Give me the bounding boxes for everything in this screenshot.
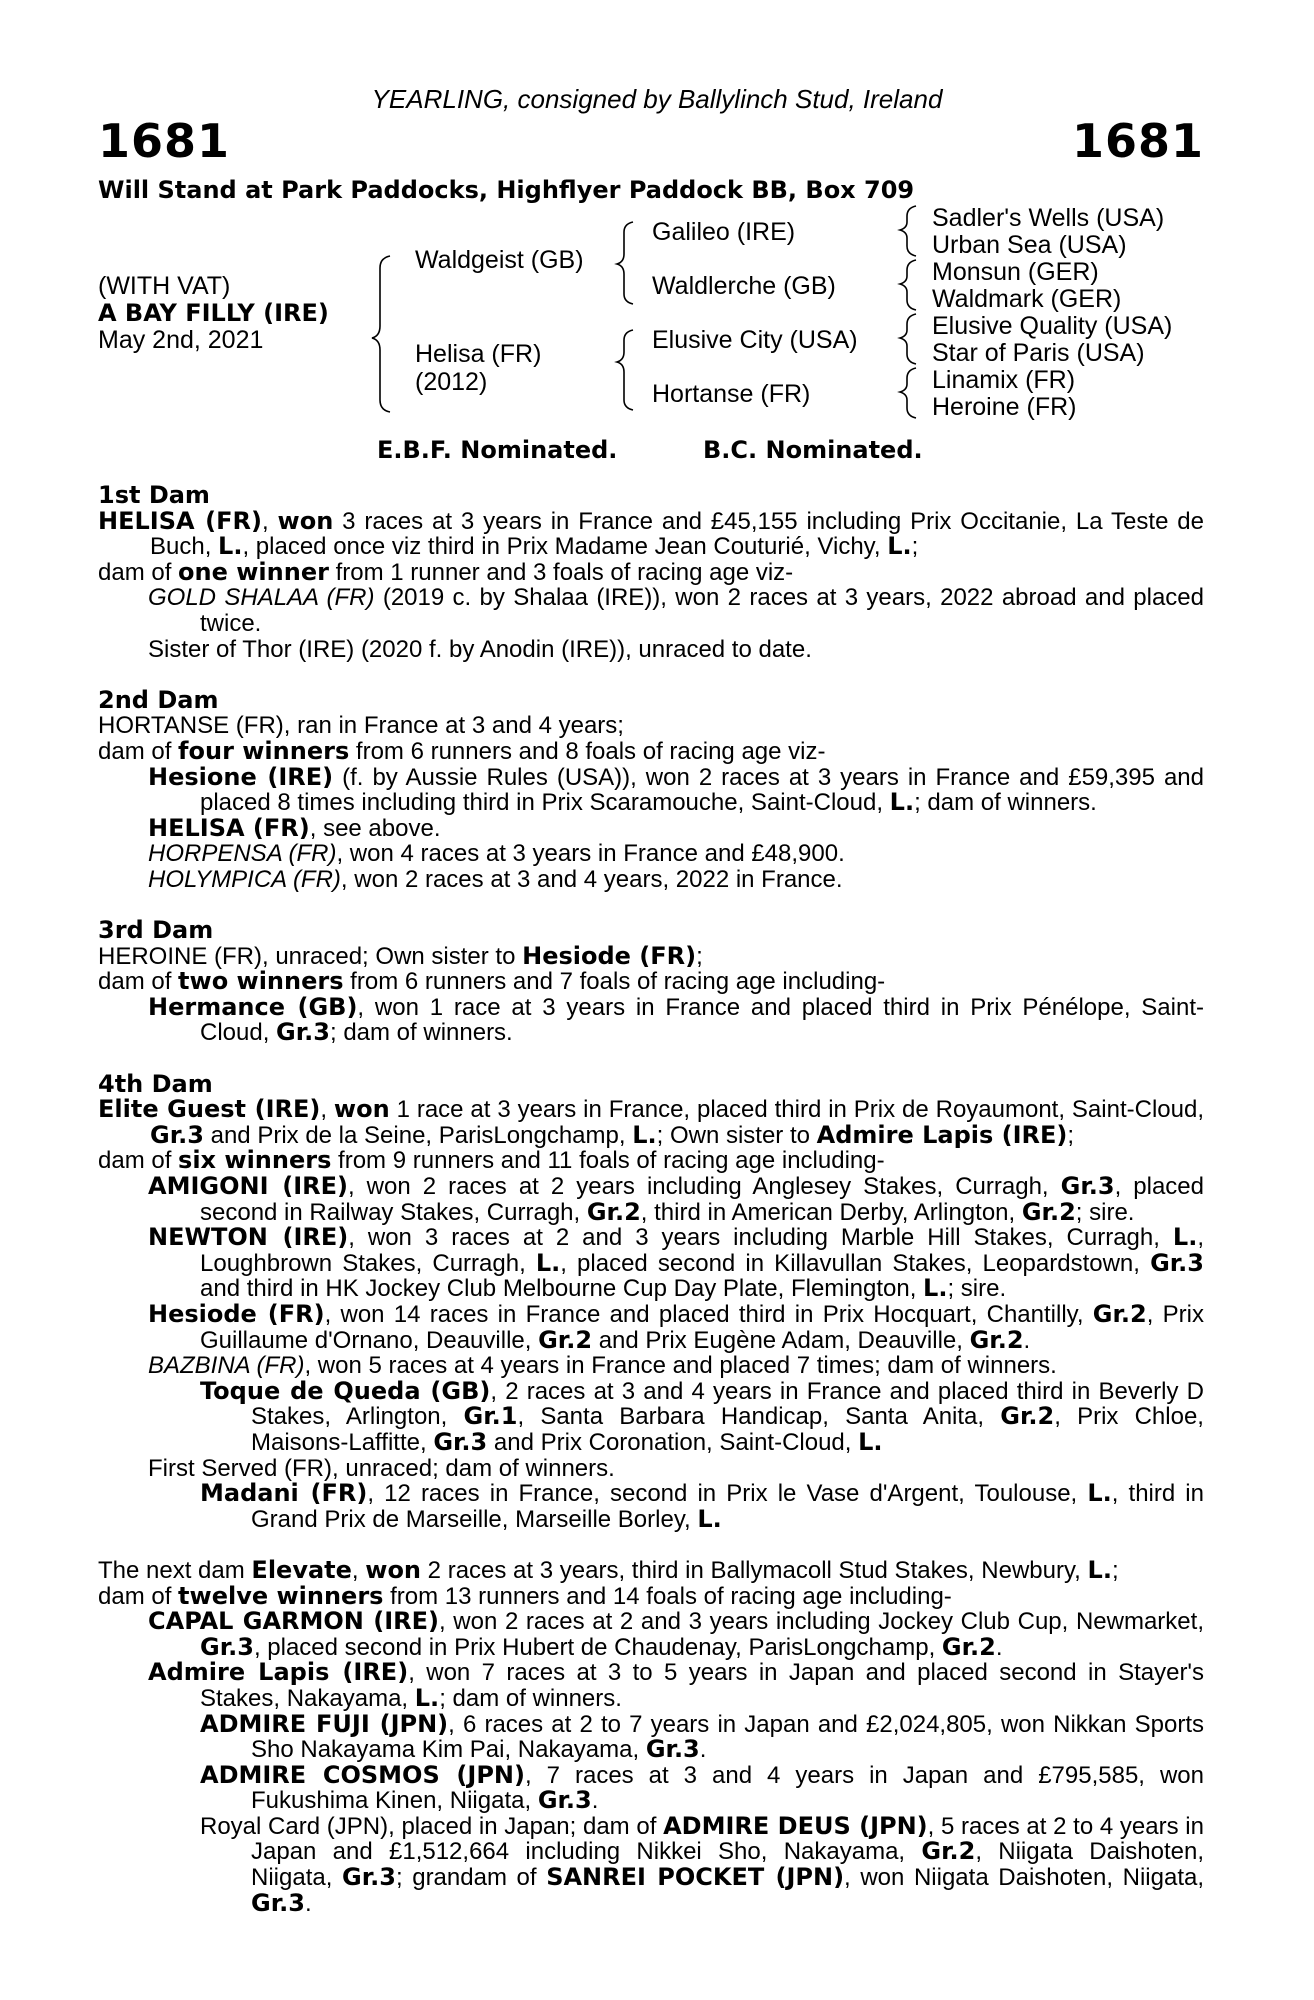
text-run: , won 2 races at 2 and 3 years including Jockey Club Cup, Newmarket, [438, 1608, 1204, 1636]
text-run: HEROINE (FR), unraced; Own sister to [98, 942, 523, 970]
pedigree-dam-dam: Hortanse (FR) [652, 380, 811, 408]
bold-run: Toque de Queda (GB) [200, 1376, 491, 1405]
text-run: . [304, 1889, 312, 1917]
second-dam-produce-2 [98, 813, 1204, 842]
bold-run: L. [1172, 1223, 1198, 1252]
bold-run: Admire Lapis (IRE) [148, 1658, 409, 1687]
text-run: 3 races at 3 years in France and £45,155 including Prix Occitanie, La Teste de Buch, [150, 507, 1205, 561]
bold-run: Gr.2 [969, 1325, 1024, 1354]
text-run: First Served (FR), unraced; dam of winners. [148, 1454, 615, 1482]
bold-run: four winners [178, 736, 350, 765]
text-run: , won 2 races at 3 and 4 years, 2022 in France. [340, 865, 843, 893]
text-run: dam of [98, 558, 179, 586]
bold-run: L. [889, 788, 915, 817]
text-run: , third in American Derby, Arlington, [640, 1198, 1022, 1226]
second-dam-produce-summary [98, 736, 1204, 765]
second-dam-record [98, 713, 1204, 739]
lot-number-left: 1681 [98, 114, 231, 168]
text-run: ; [1067, 1121, 1075, 1149]
pedigree-dam-sire: Elusive City (USA) [652, 326, 858, 354]
foaling-date: May 2nd, 2021 [98, 326, 264, 354]
text-run: ; dam of winners. [439, 1684, 622, 1712]
pedigree-ggs-6: Star of Paris (USA) [932, 339, 1145, 367]
third-dam-heading: 3rd Dam [98, 916, 214, 945]
bold-run: Gr.2 [941, 1632, 996, 1661]
text-run: ; sire. [947, 1275, 1007, 1303]
bold-run: HELISA (FR) [98, 506, 262, 535]
text-run: from 9 runners and 11 foals of racing age including- [331, 1147, 885, 1175]
first-dam-produce-summary [98, 557, 1204, 586]
text-run: from 1 runner and 3 foals of racing age viz- [328, 558, 794, 586]
bold-run: AMIGONI (IRE) [148, 1172, 348, 1201]
italic-run: HORPENSA (FR) [148, 840, 337, 868]
fourth-dam-produce-1 [98, 1174, 1204, 1225]
text-run: , [261, 507, 278, 535]
fourth-dam-produce-3 [98, 1302, 1204, 1353]
bold-run: Admire Lapis (IRE) [816, 1120, 1068, 1149]
text-run: 2 races at 3 years, third in Ballymacoll Stud Stakes, Newbury, [421, 1556, 1088, 1584]
lot-number-right: 1681 [1071, 114, 1204, 168]
bold-run: L. [535, 1248, 561, 1277]
text-run: HORTANSE (FR), ran in France at 3 and 4 years; [98, 712, 624, 740]
bold-run: ADMIRE DEUS (JPN) [663, 1811, 928, 1840]
text-run: (f. by Aussie Rules (USA)), won 2 races at 3 years in France and £59,395 and placed 8 times including third in Prix Scaramouche, Saint-Cloud, [200, 763, 1204, 817]
ebf-nomination: E.B.F. Nominated. [377, 436, 618, 464]
bold-run: twelve winners [178, 1581, 384, 1610]
text-run: , won 5 races at 4 years in France and placed 7 times; dam of winners. [304, 1352, 1057, 1380]
bold-run: Gr.3 [537, 1786, 592, 1815]
bold-run: Madani (FR) [200, 1479, 368, 1508]
next-dam-grandproduce-1 [98, 1709, 1204, 1764]
fourth-dam-grandproduce-1 [98, 1376, 1205, 1456]
second-dam-produce-4 [98, 867, 1204, 893]
text-run: , [320, 1096, 334, 1124]
bold-run: Gr.2 [538, 1325, 593, 1354]
bold-run: one winner [178, 557, 329, 586]
bold-run: L. [1087, 1479, 1112, 1508]
pedigree-dam: Helisa (FR) [415, 340, 542, 368]
text-run: from 6 runners and 8 foals of racing age viz- [349, 737, 826, 765]
text-run: , 6 races at 2 to 7 years in Japan and £2,024,805, won Nikkan Sports Sho Nakayama Kim Pai, Nakayama, [251, 1710, 1204, 1764]
bold-run: Gr.2 [1000, 1402, 1055, 1431]
bold-run: Hermance (GB) [148, 992, 358, 1021]
pedigree-sire-sire: Galileo (IRE) [652, 218, 796, 246]
text-run: , see above. [309, 814, 441, 842]
bold-run: six winners [178, 1146, 332, 1175]
fourth-dam-produce-2 [98, 1225, 1204, 1302]
text-run: dam of [98, 737, 179, 765]
first-dam-heading: 1st Dam [98, 481, 210, 509]
italic-run: BAZBINA (FR) [148, 1352, 305, 1380]
third-dam-record [98, 941, 1204, 970]
text-run: , won 7 races at 3 to 5 years in Japan and placed second in Stayer's Stakes, Nakayama, [200, 1659, 1205, 1712]
text-run: dam of [98, 968, 179, 996]
bold-run: Gr.2 [586, 1197, 641, 1226]
bold-run: L. [887, 532, 912, 561]
fourth-dam-record [98, 1097, 1204, 1148]
fourth-dam-produce-summary [98, 1148, 1204, 1174]
text-run: ; [696, 942, 703, 970]
pedigree-ggs-4: Waldmark (GER) [932, 285, 1122, 313]
bold-run: L. [858, 1427, 883, 1456]
text-run: , won 1 race at 3 years in France and placed third in Prix Pénélope, Saint-Cloud, [200, 993, 1204, 1047]
bold-run: Gr.3 [645, 1735, 700, 1764]
text-run: and Prix Coronation, Saint-Cloud, [487, 1428, 859, 1456]
text-run: from 13 runners and 14 foals of racing age including- [383, 1582, 952, 1610]
bold-run: L. [632, 1120, 657, 1149]
text-run: ; [1111, 1556, 1119, 1584]
bold-run: L. [414, 1683, 440, 1712]
text-run: dam of [98, 1147, 179, 1175]
text-run: , 7 races at 3 and 4 years in Japan and £795,585, won Fukushima Kinen, Niigata, [251, 1761, 1204, 1815]
next-dam-record [98, 1555, 1204, 1584]
pedigree-ggs-1: Sadler's Wells (USA) [932, 204, 1165, 232]
text-run: , Niigata Daishoten, Niigata, [251, 1838, 1204, 1892]
bold-run: won [277, 506, 334, 535]
text-run: , won 14 races in France and placed third in Prix Hocquart, Chantilly, [324, 1301, 1093, 1328]
bold-run: Gr.3 [150, 1120, 204, 1149]
text-run: , placed second in Prix Hubert de Chaudenay, ParisLongchamp, [253, 1633, 942, 1661]
text-run: , third in Grand Prix de Marseille, Marseille Borley, [251, 1480, 1204, 1533]
bold-run: Gr.3 [1150, 1248, 1204, 1277]
bold-run: Gr.2 [1021, 1197, 1076, 1226]
text-run: Sister of Thor (IRE) (2020 f. by Anodin (IRE)), unraced to date. [148, 635, 812, 663]
bold-run: HELISA (FR) [148, 813, 310, 842]
bold-run: Gr.3 [251, 1888, 305, 1917]
third-dam-produce-summary [98, 969, 1204, 995]
text-run: , placed once viz third in Prix Madame Jean Couturié, Vichy, [242, 533, 888, 561]
text-run: , [351, 1556, 366, 1584]
text-run: , won 3 races at 2 and 3 years including Marble Hill Stakes, Curragh, [348, 1224, 1173, 1252]
bold-run: CAPAL GARMON (IRE) [148, 1607, 439, 1636]
text-run: and third in HK Jockey Club Melbourne Cup Day Plate, Flemington, [200, 1275, 924, 1303]
bold-run: Elite Guest (IRE) [98, 1095, 321, 1124]
second-dam-heading: 2nd Dam [98, 685, 219, 714]
text-run: Royal Card (JPN), placed in Japan; dam of [200, 1812, 664, 1840]
vat-note: (WITH VAT) [98, 272, 231, 300]
text-run: . [699, 1736, 707, 1764]
text-run: . [591, 1787, 599, 1815]
pedigree-ggs-5: Elusive Quality (USA) [932, 312, 1173, 340]
text-run: ; grandam of [395, 1864, 547, 1892]
text-run: ; dam of winners. [329, 1019, 513, 1047]
next-dam-grandproduce-3 [98, 1811, 1205, 1917]
bold-run: SANREI POCKET (JPN) [546, 1863, 845, 1892]
bold-run: L. [923, 1274, 948, 1303]
bold-run: Gr.3 [1060, 1172, 1115, 1201]
pedigree-ggs-2: Urban Sea (USA) [932, 231, 1127, 259]
text-run: (2019 c. by Shalaa (IRE)), won 2 races at 3 years, 2022 abroad and placed twice. [200, 584, 1205, 637]
bold-run: NEWTON (IRE) [148, 1223, 349, 1252]
bc-nomination: B.C. Nominated. [703, 436, 923, 464]
bold-run: L. [697, 1504, 722, 1533]
text-run: , Prix Chloe, Maisons-Laffitte, [251, 1403, 1204, 1456]
second-dam-produce-1 [98, 762, 1204, 817]
pedigree-dam-year: (2012) [415, 368, 488, 396]
pedigree-ggs-8: Heroine (FR) [932, 393, 1077, 421]
stand-location: Will Stand at Park Paddocks, Highflyer Paddock BB, Box 709 [98, 176, 915, 204]
second-dam-produce-3 [98, 841, 1204, 867]
text-run: 1 race at 3 years in France, placed third in Prix de Royaumont, Saint-Cloud, [389, 1096, 1204, 1124]
bold-run: Hesiode (FR) [148, 1300, 325, 1328]
text-run: , placed second in Killavullan Stakes, Leopardstown, [560, 1249, 1151, 1277]
bold-run: Elevate [251, 1555, 352, 1584]
pedigree-sire-dam: Waldlerche (GB) [652, 272, 836, 300]
bold-run: Gr.3 [433, 1427, 488, 1456]
text-run: ; dam of winners. [914, 789, 1097, 817]
text-run: and Prix Eugène Adam, Deauville, [592, 1326, 970, 1354]
bold-run: Gr.1 [463, 1402, 518, 1431]
text-run: ; Own sister to [656, 1121, 817, 1149]
bold-run: Hesiode (FR) [522, 941, 697, 970]
catalogue-body [98, 483, 1204, 1916]
bold-run: ADMIRE COSMOS (JPN) [200, 1760, 525, 1789]
fourth-dam-grandproduce-2 [98, 1481, 1204, 1532]
pedigree-sire: Waldgeist (GB) [415, 246, 584, 274]
text-run: . [1023, 1326, 1031, 1354]
next-dam-produce-summary [98, 1581, 1204, 1610]
pedigree-ggs-3: Monsun (GER) [932, 258, 1099, 286]
italic-run: GOLD SHALAA (FR) [148, 584, 375, 612]
text-run: , 5 races at 2 to 4 years in Japan and £1,512,664 including Nikkei Sho, Nakayama, [251, 1812, 1204, 1866]
text-run: ; sire. [1075, 1198, 1135, 1226]
text-run: ; [911, 533, 919, 561]
next-dam-grandproduce-2 [98, 1760, 1204, 1815]
italic-run: HOLYMPICA (FR) [148, 865, 341, 893]
bold-run: Gr.2 [921, 1837, 976, 1866]
text-run: , Loughbrown Stakes, Curragh, [200, 1224, 1204, 1277]
text-run: dam of [98, 1582, 179, 1610]
text-run: , placed second in Railway Stakes, Curragh, [200, 1173, 1204, 1226]
bold-run: L. [1087, 1555, 1112, 1584]
horse-name: A BAY FILLY (IRE) [98, 299, 329, 327]
fourth-dam-heading: 4th Dam [98, 1069, 213, 1098]
bold-run: Gr.3 [342, 1863, 396, 1892]
next-dam-produce-2 [98, 1660, 1204, 1711]
text-run: , won 2 races at 2 years including Anglesey Stakes, Curragh, [347, 1173, 1061, 1201]
bold-run: Gr.3 [276, 1018, 330, 1047]
fourth-dam-produce-5 [98, 1456, 1204, 1482]
first-dam-produce-2 [98, 637, 1204, 663]
text-run: , 12 races in France, second in Prix le Vase d'Argent, Toulouse, [367, 1480, 1088, 1508]
bold-run: Hesione (IRE) [148, 762, 334, 791]
text-run: , won Niigata Daishoten, Niigata, [844, 1864, 1205, 1892]
text-run: , Prix Guillaume d'Ornano, Deauville, [200, 1301, 1204, 1354]
consignment-line: YEARLING, consigned by Ballylinch Stud, Ireland [371, 84, 943, 114]
next-dam-produce-1 [98, 1609, 1204, 1660]
first-dam-record [98, 506, 1205, 561]
pedigree-ggs-7: Linamix (FR) [932, 366, 1076, 394]
text-run: , Santa Barbara Handicap, Santa Anita, [517, 1403, 1001, 1431]
fourth-dam-produce-4 [98, 1353, 1204, 1379]
bold-run: ADMIRE FUJI (JPN) [200, 1709, 449, 1738]
bold-run: L. [218, 532, 243, 561]
bold-run: won [333, 1095, 390, 1124]
bold-run: won [365, 1555, 422, 1584]
text-run: . [995, 1633, 1003, 1661]
text-run: The next dam [98, 1556, 252, 1584]
text-run: from 6 runners and 7 foals of racing age including- [343, 968, 886, 996]
text-run: , 2 races at 3 and 4 years in France and placed third in Beverly D Stakes, Arlington, [251, 1377, 1205, 1431]
text-run: , won 4 races at 3 years in France and £48,900. [336, 840, 845, 868]
bold-run: Gr.3 [200, 1632, 254, 1661]
first-dam-produce-1 [98, 585, 1204, 636]
text-run: and Prix de la Seine, ParisLongchamp, [203, 1121, 633, 1149]
bold-run: two winners [178, 967, 344, 996]
bold-run: Gr.2 [1092, 1300, 1147, 1328]
third-dam-produce-1 [98, 992, 1204, 1047]
